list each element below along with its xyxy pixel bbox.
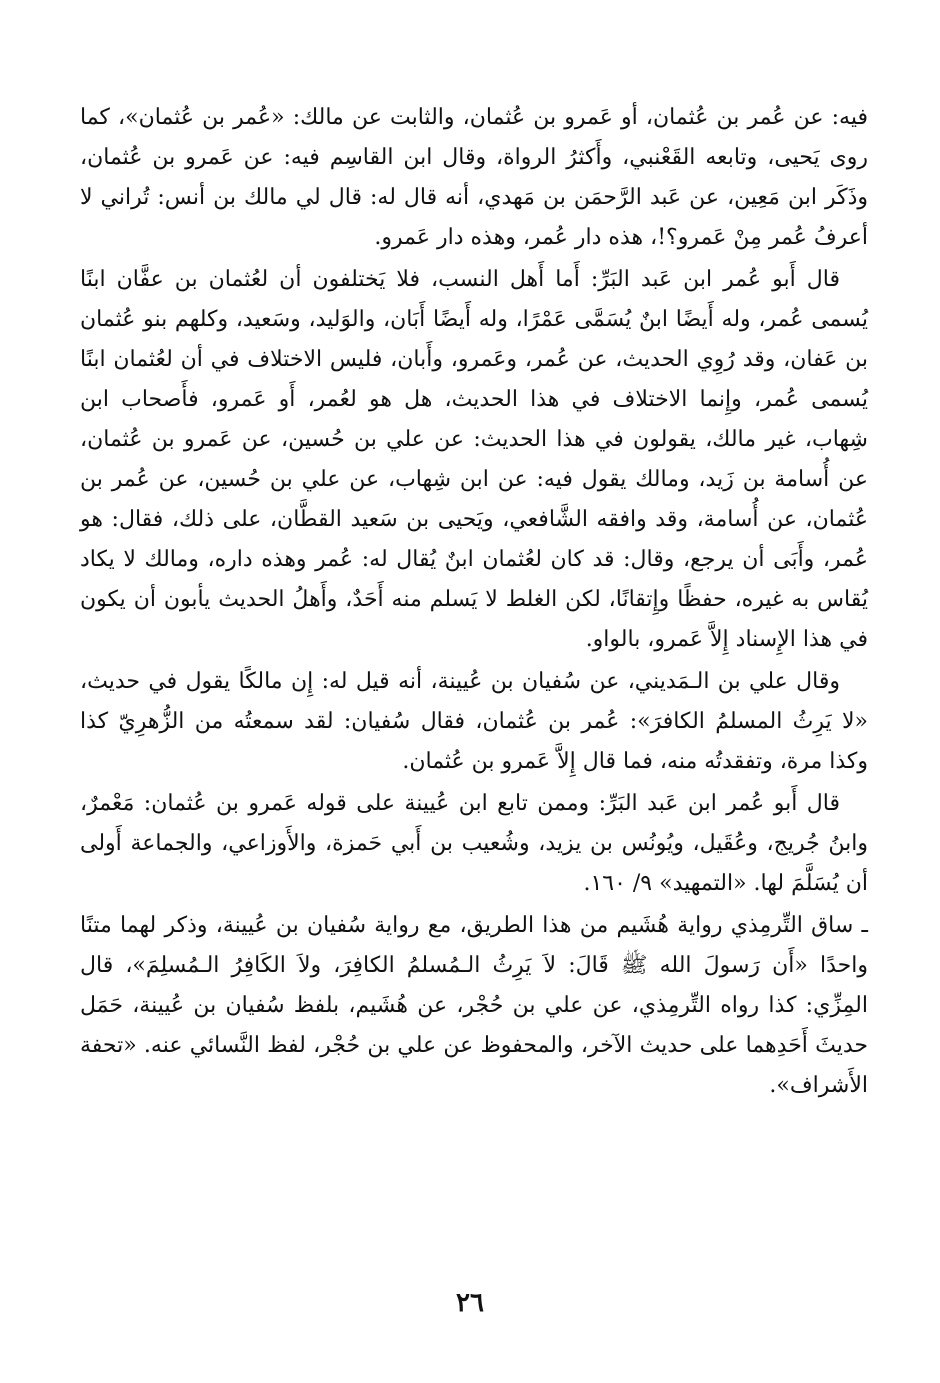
paragraph-5: ـ ساق التِّرمِذي رواية هُشَيم من هذا الطريق، مع رواية سُفيان بن عُيينة، وذكر لهما متنًا واحدًا «أَن رَسولَ الله ﷺ قَالَ: لاَ يَرِثُ الـمُسلمُ الكافِرَ، ولاَ الكَافِرُ الـمُسلِمَ»، قال المِزِّي: كذا رواه التِّرمِذي، عن علي بن حُجْر، عن هُشَيم، بلفظ سُفيان بن عُيينة، حَمَل حديثَ أَحَدِهما على حديث الآخر، والمحفوظ عن علي بن حُجْر، لفظ النَّسائي عنه. «تحفة الأَشراف». xyxy=(80,913,868,1098)
paragraph-2: قال أَبو عُمر ابن عَبد البَرِّ: أَما أَهل النسب، فلا يَختلفون أن لعُثمان بن عفَّان ابنًا يُسمى عُمر، وله أَيضًا ابنٌ يُسَمَّى عَمْرًا، وله أَيضًا أَبَان، والوَليد، وسَعيد، وكلهم بنو عُثمان بن عَفان، وقد رُوِي الحديث، عن عُمر، وعَمرو، وأَبان، فليس الاختلاف في أن لعُثمان ابنًا يُسمى عُمر، وإِنما الاختلاف في هذا الحديث، هل هو لعُمر، أَو عَمرو، فأَصحاب ابن شِهاب، غير مالك، يقولون في هذا الحديث: عن علي بن حُسين، عن عَمرو بن عُثمان، عن أُسامة بن زَيد، ومالك يقول فيه: عن ابن شِهاب، عن علي بن حُسين، عن عُمر بن عُثمان، عن أُسامة، وقد وافقه الشَّافعي، ويَحيى بن سَعيد القطَّان، على ذلك، فقال: هو عُمر، وأَبَى أن يرجع، وقال: قد كان لعُثمان ابنٌ يُقال له: عُمر وهذه داره، ومالك لا يكاد يُقاس به غيره، حفظًا وإِتقانًا، لكن الغلط لا يَسلم منه أَحَدٌ، وأَهلُ الحديث يأبون أن يكون في هذا الإِسناد إِلاَّ عَمرو، بالواو. xyxy=(80,267,868,652)
body-text xyxy=(80,98,868,1108)
paragraph-1: فيه: عن عُمر بن عُثمان، أو عَمرو بن عُثمان، والثابت عن مالك: «عُمر بن عُثمان»، كما روى يَحيى، وتابعه القَعْنبي، وأَكثرُ الرواة، وقال ابن القاسِم فيه: عن عَمرو بن عُثمان، وذَكَر ابن مَعِين، عن عَبد الرَّحمَن بن مَهدي، أنه قال له: قال لي مالك بن أنس: تُراني لا أعرفُ عُمر مِنْ عَمرو؟!، هذه دار عُمر، وهذه دار عَمرو. xyxy=(80,105,868,250)
paragraph-3: وقال علي بن الـمَديني، عن سُفيان بن عُيينة، أنه قيل له: إِن مالكًا يقول في حديث، «لا يَرِثُ المسلمُ الكافرَ»: عُمر بن عُثمان، فقال سُفيان: لقد سمعتُه من الزُّهرِيّ كذا وكذا مرة، وتفقدتُه منه، فما قال إِلاَّ عَمرو بن عُثمان. xyxy=(80,669,868,774)
page-number: ٢٦ xyxy=(456,1288,484,1318)
paragraph-4: قال أَبو عُمر ابن عَبد البَرِّ: وممن تابع ابن عُيينة على قوله عَمرو بن عُثمان: مَعْمرٌ، وابنُ جُريج، وعُقَيل، ويُونُس بن يزيد، وشُعيب بن أَبي حَمزة، والأَوزاعي، والجماعة أَولى أن يُسَلَّمَ لها. «التمهيد» ٩/ ١٦٠. xyxy=(80,791,868,896)
